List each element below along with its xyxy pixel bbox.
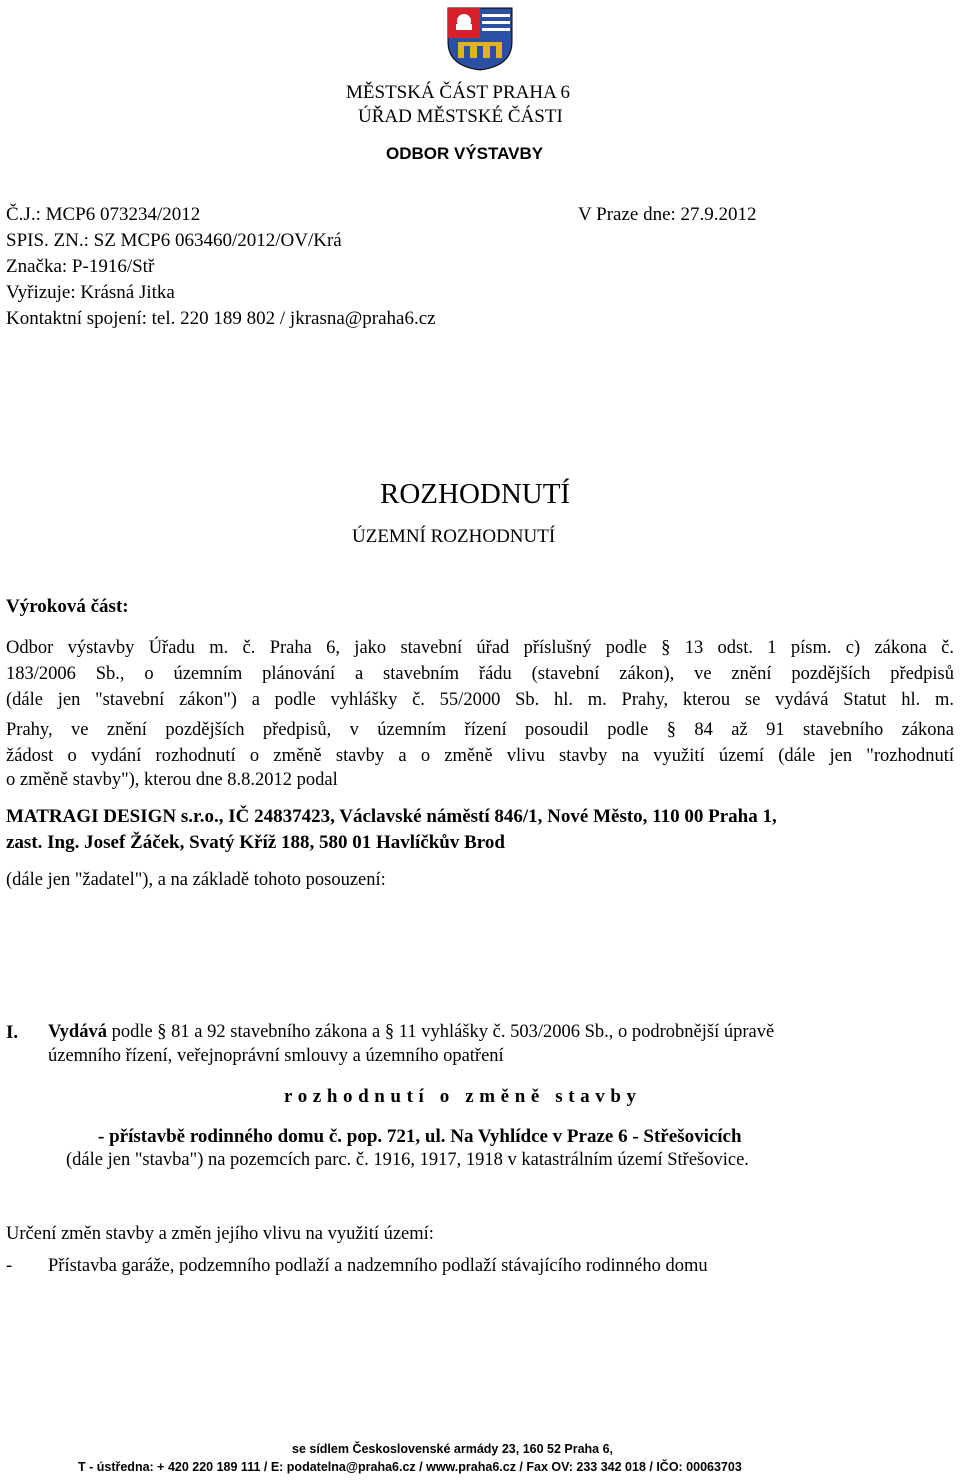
section-rest: podle § 81 a 92 stavebního zákona a § 11 vyhlášky č. 503/2006 Sb., o podrobnější úpravě [106,1022,775,1042]
paragraph-line: 183/2006 Sb., o územním plánování a stavebním řádu (stavební zákon), ve znění pozdějších předpisů [6,664,954,684]
file-mark: SPIS. ZN.: SZ MCP6 063460/2012/OV/Krá [6,230,342,251]
office-name: ÚŘAD MĚSTSKÉ ČÁSTI [358,106,563,127]
coat-of-arms-icon [444,6,516,72]
changes-heading: Určení změn stavby a změn jejího vlivu na využití území: [6,1224,434,1244]
assessment-line: (dále jen "žadatel"), a na základě tohoto posouzení: [6,870,386,890]
decision-statement: rozhodnutí o změně stavby [284,1086,642,1107]
bullet-dash: - [6,1256,13,1276]
contact: Kontaktní spojení: tel. 220 189 802 / jkrasna@praha6.cz [6,308,436,329]
handled-by: Vyřizuje: Krásná Jitka [6,282,175,303]
section-line: územního řízení, veřejnoprávní smlouvy a územního opatření [48,1046,504,1066]
municipality-name: MĚSTSKÁ ČÁST PRAHA 6 [346,82,571,103]
document-subtitle: ÚZEMNÍ ROZHODNUTÍ [352,526,556,547]
department-name: ODBOR VÝSTAVBY [386,144,544,163]
building-note: (dále jen "stavba") na pozemcích parc. č. 1916, 1917, 1918 v katastrálním území Střešovice. [66,1150,749,1170]
paragraph-line: (dále jen "stavební zákon") a podle vyhlášky č. 55/2000 Sb. hl. m. Prahy, kterou se vydává Statut hl. m. [6,690,954,710]
mark: Značka: P-1916/Stř [6,256,155,277]
bullet-text: Přístavba garáže, podzemního podlaží a nadzemního podlaží stávajícího rodinného domu [48,1256,708,1276]
section-lead: Vydává [48,1022,107,1042]
paragraph-line: Prahy, ve znění pozdějších předpisů, v územním řízení posoudil podle § 84 až 91 stavebního zákona [6,720,954,740]
applicant-line: MATRAGI DESIGN s.r.o., IČ 24837423, Václavské náměstí 846/1, Nové Město, 110 00 Praha 1, [6,806,777,827]
footer-contacts: T - ústředna: + 420 220 189 111 / E: podatelna@praha6.cz / www.praha6.cz / Fax OV: 233 342 018 / IČO: 00063703 [78,1460,742,1474]
paragraph-line: žádost o vydání rozhodnutí o změně stavby a o změně vlivu stavby na využití území (dále jen "rozhodnutí [6,746,954,766]
reference-number: Č.J.: MCP6 073234/2012 [6,204,201,225]
footer-address: se sídlem Československé armády 23, 160 52 Praha 6, [292,1442,614,1456]
building-description: - přístavbě rodinného domu č. pop. 721, ul. Na Vyhlídce v Praze 6 - Střešovicích [98,1126,742,1147]
paragraph-line: o změně stavby"), kterou dne 8.8.2012 podal [6,770,338,790]
paragraph-line: Odbor výstavby Úřadu m. č. Praha 6, jako stavební úřad příslušný podle § 13 odst. 1 písm. c) zákona č. [6,638,954,658]
section-text [48,1022,774,1043]
document-date: V Praze dne: 27.9.2012 [578,204,757,225]
document-title: ROZHODNUTÍ [380,478,571,510]
section-number: I. [6,1022,19,1043]
applicant-line: zast. Ing. Josef Žáček, Svatý Kříž 188, 580 01 Havlíčkův Brod [6,832,505,853]
section-heading: Výroková část: [6,596,129,617]
